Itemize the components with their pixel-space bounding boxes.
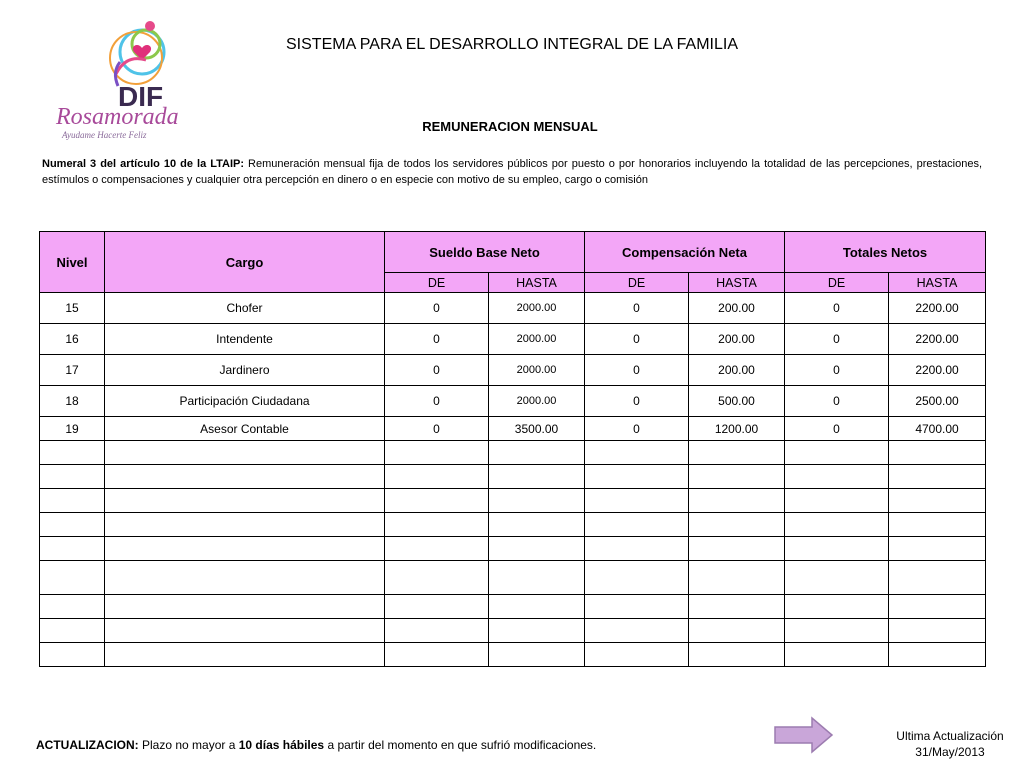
cell-cargo: Chofer bbox=[105, 293, 385, 324]
cell-sueldo-hasta: 3500.00 bbox=[489, 417, 585, 441]
cell-total-de: 0 bbox=[785, 324, 889, 355]
table-row bbox=[40, 386, 986, 417]
footer-text1: Plazo no mayor a bbox=[138, 738, 239, 752]
empty-row bbox=[40, 489, 986, 513]
cell-comp-de: 0 bbox=[585, 386, 689, 417]
cell-sueldo-hasta: 2000.00 bbox=[489, 386, 585, 417]
cell-total-hasta: 4700.00 bbox=[889, 417, 986, 441]
cell-total-de: 0 bbox=[785, 293, 889, 324]
cell-cargo: Jardinero bbox=[105, 355, 385, 386]
cell-sueldo-hasta: 2000.00 bbox=[489, 324, 585, 355]
footer-update-note bbox=[36, 738, 596, 752]
description-bold: Numeral 3 del artículo 10 de la LTAIP: bbox=[42, 158, 245, 170]
cell-nivel: 16 bbox=[40, 324, 105, 355]
footer-bold: 10 días hábiles bbox=[238, 738, 325, 752]
header-comp-hasta: HASTA bbox=[689, 273, 785, 293]
table-row bbox=[40, 355, 986, 386]
cell-nivel: 19 bbox=[40, 417, 105, 441]
cell-comp-hasta: 200.00 bbox=[689, 293, 785, 324]
header-total-hasta: HASTA bbox=[889, 273, 986, 293]
cell-sueldo-de: 0 bbox=[385, 324, 489, 355]
header-comp-de: DE bbox=[585, 273, 689, 293]
cell-comp-de: 0 bbox=[585, 417, 689, 441]
footer-text2: a partir del momento en que sufrió modificaciones. bbox=[324, 738, 597, 752]
empty-row bbox=[40, 513, 986, 537]
header-sueldo-de: DE bbox=[385, 273, 489, 293]
header-sueldo-hasta: HASTA bbox=[489, 273, 585, 293]
header-compensacion: Compensación Neta bbox=[585, 232, 785, 273]
cell-comp-hasta: 200.00 bbox=[689, 324, 785, 355]
cell-sueldo-de: 0 bbox=[385, 355, 489, 386]
empty-row bbox=[40, 441, 986, 465]
cell-total-hasta: 2500.00 bbox=[889, 386, 986, 417]
cell-sueldo-hasta: 2000.00 bbox=[489, 293, 585, 324]
logo-text: DIF bbox=[118, 81, 164, 112]
header-cargo: Cargo bbox=[105, 232, 385, 293]
header-nivel: Nivel bbox=[40, 232, 105, 293]
last-update-label: Ultima Actualización bbox=[896, 729, 1004, 743]
header-totales: Totales Netos bbox=[785, 232, 986, 273]
cell-total-de: 0 bbox=[785, 355, 889, 386]
cell-comp-hasta: 1200.00 bbox=[689, 417, 785, 441]
header-total-de: DE bbox=[785, 273, 889, 293]
logo-script: Rosamorada bbox=[56, 104, 179, 130]
empty-row bbox=[40, 619, 986, 643]
cell-sueldo-de: 0 bbox=[385, 293, 489, 324]
cell-sueldo-de: 0 bbox=[385, 417, 489, 441]
cell-total-hasta: 2200.00 bbox=[889, 293, 986, 324]
cell-comp-de: 0 bbox=[585, 293, 689, 324]
page-subtitle: REMUNERACION MENSUAL bbox=[422, 119, 598, 134]
cell-comp-de: 0 bbox=[585, 324, 689, 355]
cell-comp-de: 0 bbox=[585, 355, 689, 386]
right-arrow-icon[interactable] bbox=[774, 716, 834, 754]
cell-comp-hasta: 500.00 bbox=[689, 386, 785, 417]
cell-total-hasta: 2200.00 bbox=[889, 324, 986, 355]
description-text: Remuneración mensual fija de todos los servidores públicos por puesto o por honorarios incluyendo la totalidad de las percepciones, prestaciones, estímulos o compensaciones y cualquier otra percepción en dinero o en especie con motivo de su empleo, cargo o comisión bbox=[42, 158, 982, 186]
logo-tagline: Ayudame Hacerte Feliz bbox=[62, 130, 147, 140]
table-row bbox=[40, 417, 986, 441]
empty-row bbox=[40, 537, 986, 561]
table-row bbox=[40, 324, 986, 355]
empty-row bbox=[40, 595, 986, 619]
cell-total-hasta: 2200.00 bbox=[889, 355, 986, 386]
cell-total-de: 0 bbox=[785, 386, 889, 417]
cell-cargo: Asesor Contable bbox=[105, 417, 385, 441]
cell-nivel: 15 bbox=[40, 293, 105, 324]
cell-cargo: Participación Ciudadana bbox=[105, 386, 385, 417]
footer-label: ACTUALIZACION: bbox=[36, 738, 139, 752]
cell-cargo: Intendente bbox=[105, 324, 385, 355]
description bbox=[42, 156, 982, 188]
cell-nivel: 17 bbox=[40, 355, 105, 386]
cell-sueldo-hasta: 2000.00 bbox=[489, 355, 585, 386]
header-sueldo: Sueldo Base Neto bbox=[385, 232, 585, 273]
cell-nivel: 18 bbox=[40, 386, 105, 417]
last-update bbox=[880, 728, 1020, 760]
empty-row bbox=[40, 561, 986, 595]
table-row bbox=[40, 293, 986, 324]
cell-comp-hasta: 200.00 bbox=[689, 355, 785, 386]
last-update-date: 31/May/2013 bbox=[915, 745, 985, 759]
empty-row bbox=[40, 643, 986, 667]
cell-sueldo-de: 0 bbox=[385, 386, 489, 417]
dif-logo bbox=[50, 14, 215, 146]
cell-total-de: 0 bbox=[785, 417, 889, 441]
remuneration-table bbox=[39, 231, 986, 667]
empty-row bbox=[40, 465, 986, 489]
page-title: SISTEMA PARA EL DESARROLLO INTEGRAL DE LA FAMILIA bbox=[286, 36, 738, 53]
